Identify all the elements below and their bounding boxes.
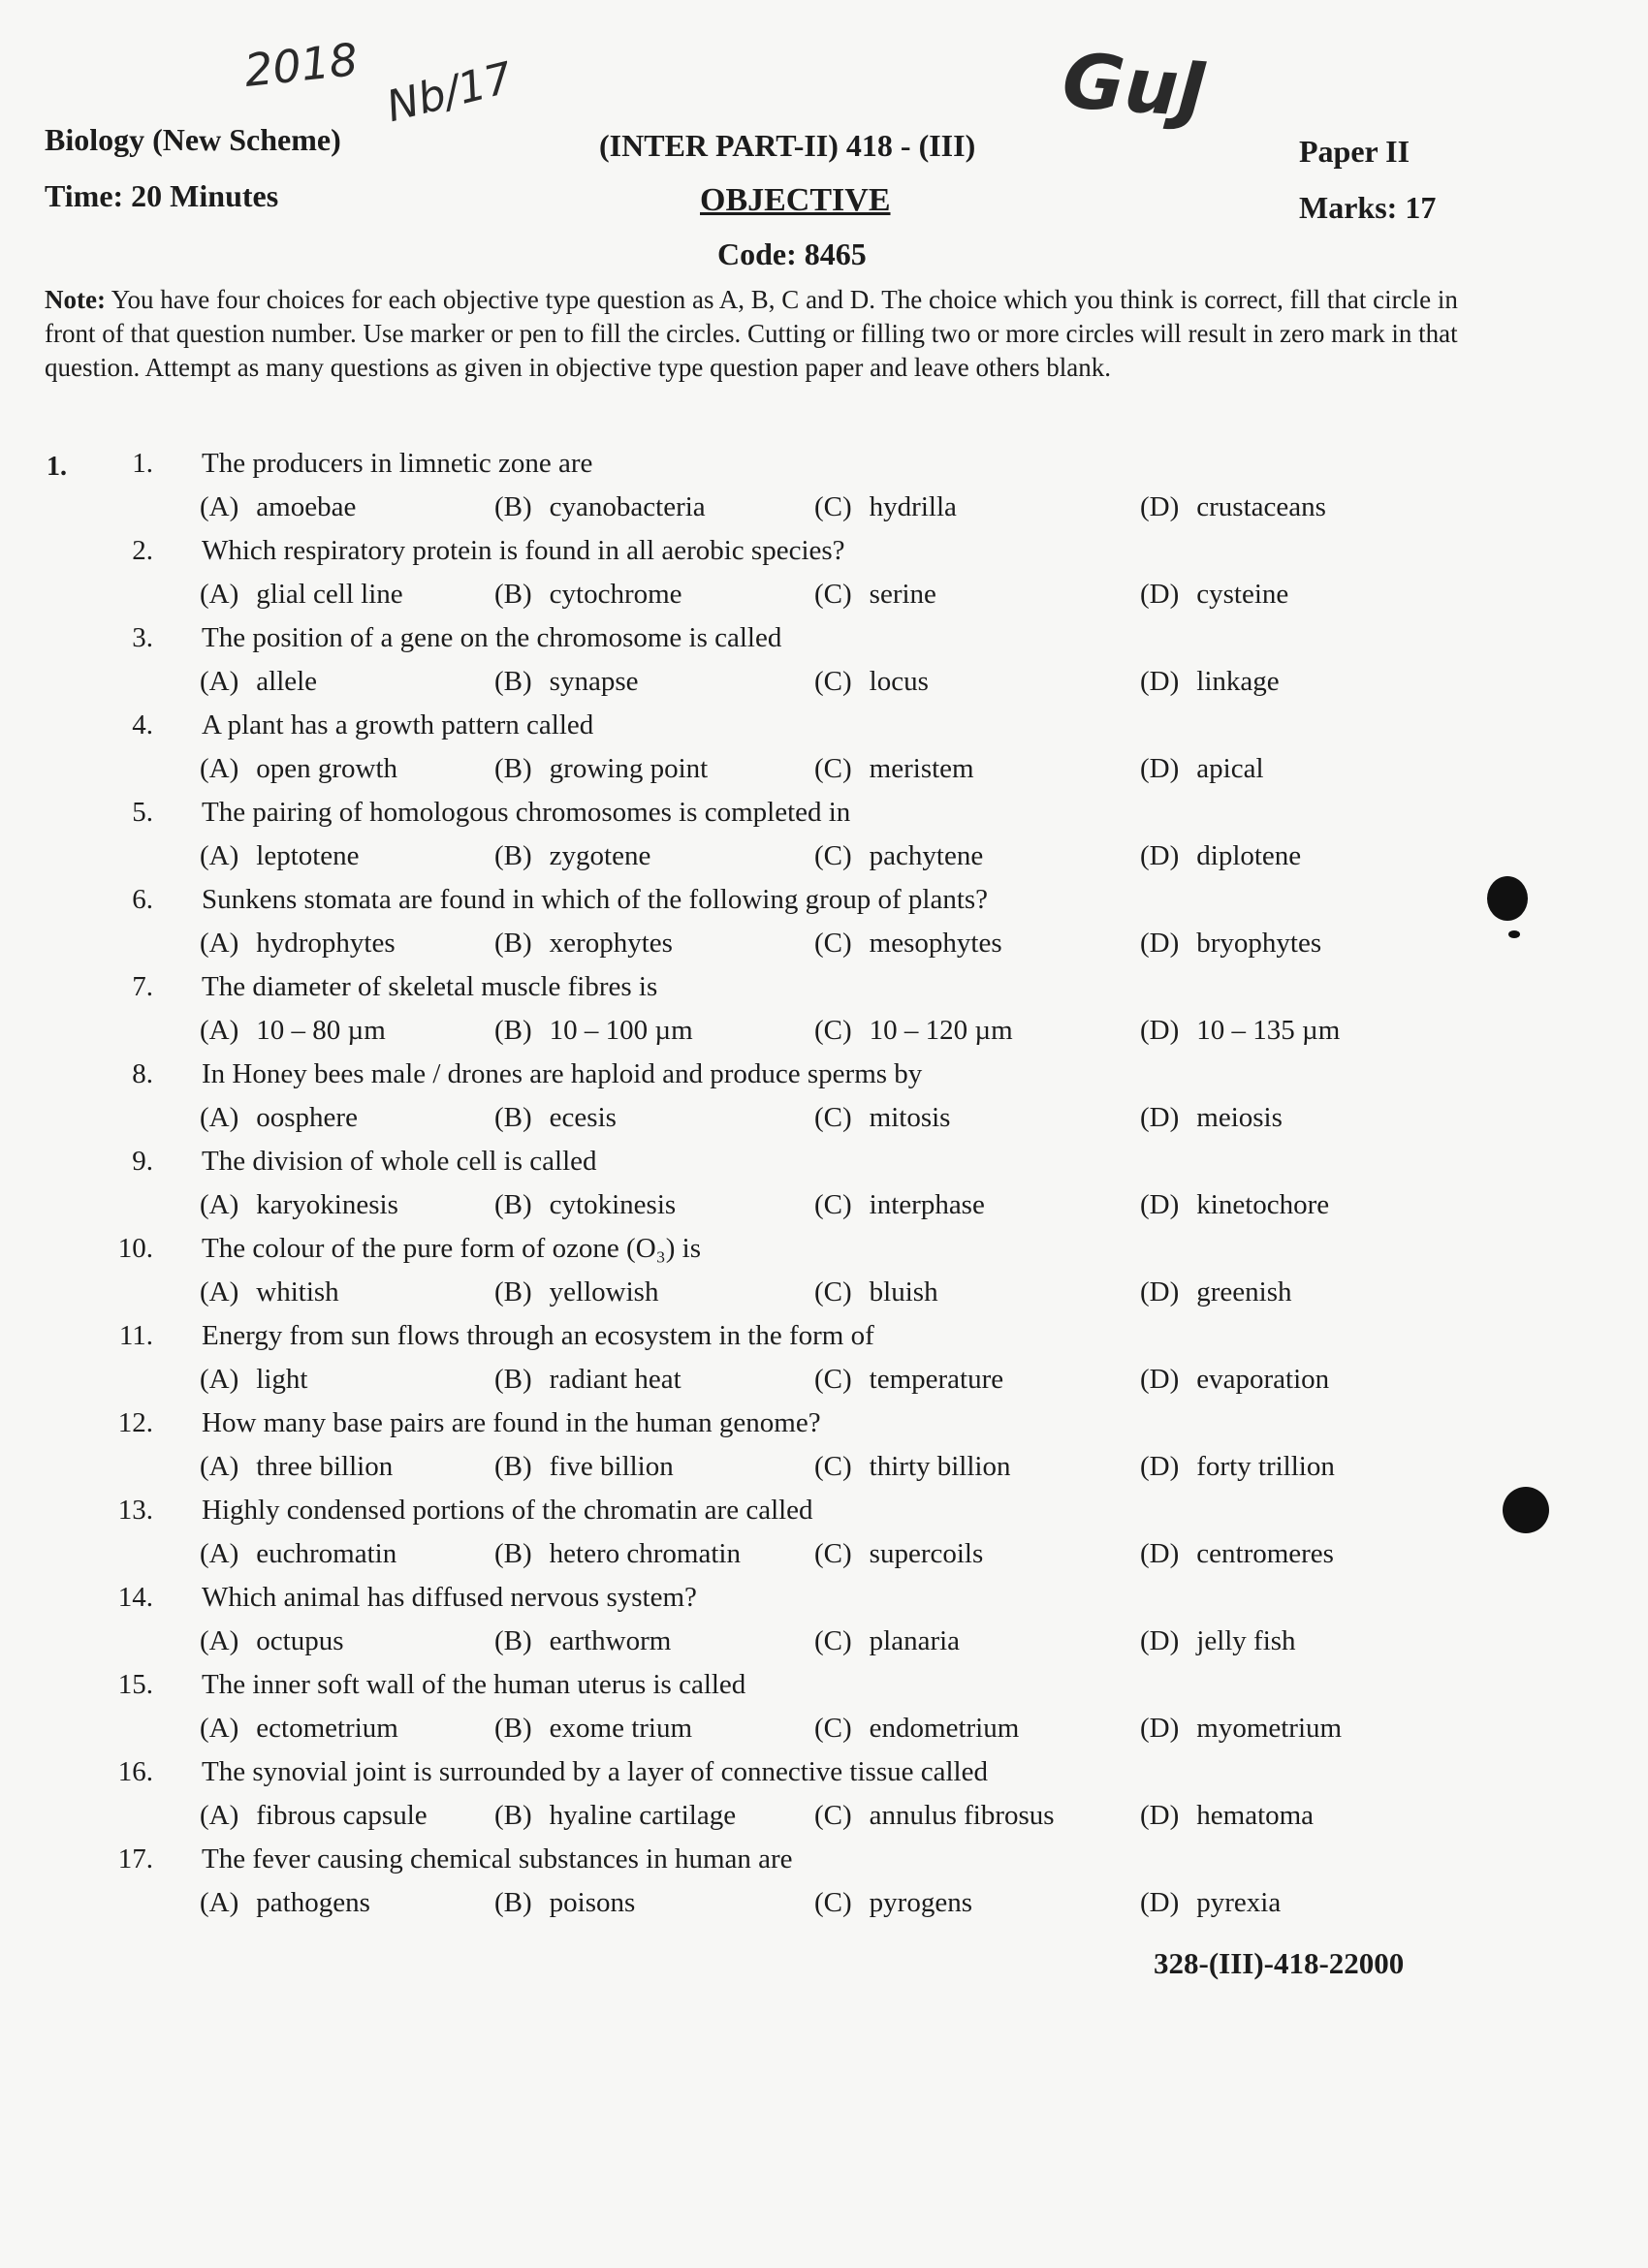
answer-option: [1140, 666, 1280, 698]
answer-option: [1140, 1800, 1314, 1832]
answer-option: [200, 1713, 398, 1745]
option-text: hydrilla: [869, 491, 957, 522]
answer-option: [494, 1102, 617, 1134]
option-label: (A): [200, 666, 239, 697]
answer-option: [494, 1364, 681, 1396]
note-label: Note:: [45, 285, 106, 314]
option-text: oosphere: [256, 1102, 358, 1133]
question-text: Highly condensed portions of the chromatin are called: [202, 1495, 813, 1526]
subject-title: Biology (New Scheme): [45, 122, 341, 157]
option-text: hydrophytes: [256, 928, 396, 959]
section-number: 1.: [47, 452, 67, 482]
option-text: 10 – 100 µm: [549, 1015, 693, 1046]
option-text: meiosis: [1196, 1102, 1283, 1133]
question-number: 14.: [117, 1582, 153, 1613]
question-number: 12.: [117, 1407, 153, 1438]
option-text: endometrium: [869, 1713, 1020, 1744]
option-label: (C): [814, 1887, 852, 1918]
question-number: 3.: [132, 622, 153, 653]
answer-option: [200, 666, 317, 698]
option-text: 10 – 80 µm: [256, 1015, 386, 1046]
option-text: pyrogens: [869, 1887, 972, 1918]
question-number: 10.: [117, 1233, 153, 1264]
option-text: leptotene: [256, 840, 360, 871]
question-text: The inner soft wall of the human uterus is called: [202, 1669, 746, 1700]
answer-option: [494, 491, 706, 523]
time-allowed: Time: 20 Minutes: [45, 178, 279, 213]
option-text: apical: [1196, 753, 1264, 784]
option-label: (A): [200, 1189, 239, 1220]
option-label: (B): [494, 1887, 532, 1918]
question-text: The synovial joint is surrounded by a layer of connective tissue called: [202, 1756, 988, 1787]
answer-option: [494, 840, 650, 872]
question-text: The producers in limnetic zone are: [202, 448, 593, 479]
option-label: (A): [200, 928, 239, 959]
option-text: earthworm: [549, 1625, 672, 1656]
question-number: 6.: [132, 884, 153, 915]
option-text: three billion: [256, 1451, 394, 1482]
question-item: [0, 884, 1648, 971]
answer-option: [814, 1364, 1003, 1396]
option-label: (A): [200, 1451, 239, 1482]
question-item: [0, 1669, 1648, 1756]
footer-code: 328-(III)-418-22000: [1154, 1946, 1405, 1980]
answer-option: [200, 1015, 386, 1047]
option-label: (D): [1140, 1276, 1180, 1307]
answer-option: [494, 1887, 635, 1919]
option-label: (C): [814, 666, 852, 697]
answer-option: [200, 840, 360, 872]
answer-option: [1140, 491, 1326, 523]
answer-option: [200, 1189, 398, 1221]
option-text: jelly fish: [1196, 1625, 1296, 1656]
answer-option: [494, 1538, 741, 1570]
handwritten-year: 2018: [241, 33, 361, 97]
handwritten-board-mark: GuJ: [1060, 37, 1210, 136]
option-label: (A): [200, 1364, 239, 1395]
question-item: [0, 709, 1648, 797]
question-item: [0, 971, 1648, 1058]
paper-code: Code: 8465: [717, 236, 867, 271]
option-text: annulus fibrosus: [869, 1800, 1055, 1831]
answer-option: [1140, 928, 1321, 960]
question-number: 16.: [117, 1756, 153, 1787]
option-text: kinetochore: [1196, 1189, 1330, 1220]
option-label: (B): [494, 928, 532, 959]
question-item: [0, 1146, 1648, 1233]
answer-option: [494, 1800, 736, 1832]
answer-option: [1140, 1538, 1334, 1570]
question-number: 2.: [132, 535, 153, 566]
answer-option: [200, 1451, 393, 1483]
option-text: bryophytes: [1196, 928, 1322, 959]
question-text: The colour of the pure form of ozone (O₃) is: [202, 1233, 702, 1264]
answer-option: [814, 1625, 960, 1657]
answer-option: [814, 1713, 1019, 1745]
answer-option: [494, 1451, 674, 1483]
question-number: 15.: [117, 1669, 153, 1700]
question-list: [0, 448, 1648, 1931]
answer-option: [814, 1276, 938, 1308]
option-text: mitosis: [869, 1102, 951, 1133]
answer-option: [1140, 1451, 1335, 1483]
question-text: Which animal has diffused nervous system?: [202, 1582, 697, 1613]
option-label: (C): [814, 491, 852, 522]
question-text: A plant has a growth pattern called: [202, 709, 594, 740]
question-text: Which respiratory protein is found in all aerobic species?: [202, 535, 845, 566]
option-text: pachytene: [869, 840, 984, 871]
answer-option: [814, 666, 929, 698]
option-text: thirty billion: [869, 1451, 1011, 1482]
answer-option: [1140, 1364, 1329, 1396]
option-text: diplotene: [1196, 840, 1302, 871]
answer-option: [1140, 1887, 1281, 1919]
option-text: forty trillion: [1196, 1451, 1335, 1482]
option-text: fibrous capsule: [256, 1800, 428, 1831]
answer-option: [1140, 1276, 1292, 1308]
option-text: crustaceans: [1196, 491, 1326, 522]
option-label: (A): [200, 1015, 239, 1046]
option-label: (D): [1140, 579, 1180, 610]
answer-option: [814, 579, 936, 611]
ink-blot: [1508, 930, 1520, 938]
option-label: (B): [494, 1102, 532, 1133]
option-label: (C): [814, 1102, 852, 1133]
option-label: (B): [494, 753, 532, 784]
option-text: 10 – 120 µm: [869, 1015, 1013, 1046]
option-label: (A): [200, 1800, 239, 1831]
question-text: In Honey bees male / drones are haploid and produce sperms by: [202, 1058, 923, 1089]
option-label: (B): [494, 1451, 532, 1482]
option-text: cytokinesis: [549, 1189, 677, 1220]
option-label: (A): [200, 753, 239, 784]
question-text: The division of whole cell is called: [202, 1146, 597, 1177]
answer-option: [200, 1887, 370, 1919]
question-number: 9.: [132, 1146, 153, 1177]
option-text: yellowish: [549, 1276, 659, 1307]
answer-option: [814, 1800, 1055, 1832]
option-label: (A): [200, 579, 239, 610]
answer-option: [814, 1451, 1010, 1483]
question-number: 8.: [132, 1058, 153, 1089]
option-label: (B): [494, 1800, 532, 1831]
option-text: greenish: [1196, 1276, 1292, 1307]
option-label: (B): [494, 1015, 532, 1046]
option-label: (D): [1140, 1713, 1180, 1744]
option-label: (D): [1140, 1364, 1180, 1395]
question-number: 13.: [117, 1495, 153, 1526]
option-text: meristem: [869, 753, 974, 784]
option-label: (B): [494, 1538, 532, 1569]
answer-option: [814, 753, 974, 785]
question-text: How many base pairs are found in the human genome?: [202, 1407, 821, 1438]
answer-option: [814, 1887, 972, 1919]
question-item: [0, 1582, 1648, 1669]
option-label: (D): [1140, 1015, 1180, 1046]
answer-option: [814, 928, 1002, 960]
option-label: (D): [1140, 1451, 1180, 1482]
question-number: 4.: [132, 709, 153, 740]
answer-option: [494, 928, 673, 960]
question-item: [0, 448, 1648, 535]
question-item: [0, 622, 1648, 709]
option-text: poisons: [549, 1887, 636, 1918]
option-label: (D): [1140, 1189, 1180, 1220]
option-label: (B): [494, 840, 532, 871]
option-text: synapse: [549, 666, 639, 697]
option-text: evaporation: [1196, 1364, 1330, 1395]
option-text: five billion: [549, 1451, 674, 1482]
option-label: (C): [814, 1015, 852, 1046]
answer-option: [200, 1276, 339, 1308]
question-number: 7.: [132, 971, 153, 1002]
option-label: (C): [814, 928, 852, 959]
option-text: light: [256, 1364, 308, 1395]
option-label: (C): [814, 579, 852, 610]
option-text: exome trium: [549, 1713, 693, 1744]
question-item: [0, 797, 1648, 884]
option-label: (C): [814, 1538, 852, 1569]
option-label: (C): [814, 753, 852, 784]
question-number: 1.: [132, 448, 153, 479]
paper-number: Paper II: [1299, 134, 1410, 169]
option-text: euchromatin: [256, 1538, 397, 1569]
option-text: temperature: [869, 1364, 1004, 1395]
option-label: (A): [200, 1538, 239, 1569]
question-item: [0, 1495, 1648, 1582]
question-item: [0, 1233, 1648, 1320]
option-text: xerophytes: [549, 928, 673, 959]
option-text: linkage: [1196, 666, 1280, 697]
answer-option: [814, 840, 983, 872]
question-item: [0, 1058, 1648, 1146]
option-label: (A): [200, 1276, 239, 1307]
question-item: [0, 1843, 1648, 1931]
option-label: (D): [1140, 928, 1180, 959]
option-text: octupus: [256, 1625, 344, 1656]
option-label: (A): [200, 491, 239, 522]
option-text: myometrium: [1196, 1713, 1343, 1744]
option-text: supercoils: [869, 1538, 984, 1569]
option-label: (D): [1140, 1800, 1180, 1831]
option-label: (C): [814, 1276, 852, 1307]
answer-option: [494, 1189, 676, 1221]
option-label: (D): [1140, 753, 1180, 784]
answer-option: [1140, 1625, 1296, 1657]
answer-option: [494, 1276, 658, 1308]
option-label: (B): [494, 1713, 532, 1744]
ink-blot: [1503, 1487, 1549, 1533]
option-label: (C): [814, 1800, 852, 1831]
question-text: Energy from sun flows through an ecosystem in the form of: [202, 1320, 874, 1351]
option-label: (A): [200, 840, 239, 871]
answer-option: [494, 1015, 693, 1047]
option-text: allele: [256, 666, 318, 697]
option-text: hematoma: [1196, 1800, 1315, 1831]
answer-option: [1140, 1713, 1342, 1745]
answer-option: [1140, 753, 1264, 785]
total-marks: Marks: 17: [1299, 190, 1437, 225]
option-text: interphase: [869, 1189, 985, 1220]
option-text: planaria: [869, 1625, 961, 1656]
option-text: cyanobacteria: [549, 491, 706, 522]
objective-heading: OBJECTIVE: [700, 182, 891, 218]
question-text: Sunkens stomata are found in which of the following group of plants?: [202, 884, 989, 915]
option-text: cysteine: [1196, 579, 1289, 610]
answer-option: [814, 1538, 983, 1570]
exam-part: (INTER PART-II) 418 - (III): [599, 128, 976, 163]
question-item: [0, 1407, 1648, 1495]
answer-option: [200, 1364, 307, 1396]
option-text: whitish: [256, 1276, 339, 1307]
option-label: (C): [814, 1625, 852, 1656]
option-text: open growth: [256, 753, 398, 784]
answer-option: [1140, 1015, 1340, 1047]
option-text: karyokinesis: [256, 1189, 398, 1220]
option-text: growing point: [549, 753, 709, 784]
answer-option: [200, 491, 356, 523]
option-label: (D): [1140, 840, 1180, 871]
answer-option: [1140, 840, 1301, 872]
answer-option: [200, 1625, 343, 1657]
option-label: (B): [494, 1364, 532, 1395]
option-label: (A): [200, 1713, 239, 1744]
option-text: pathogens: [256, 1887, 370, 1918]
option-text: mesophytes: [869, 928, 1002, 959]
option-text: centromeres: [1196, 1538, 1334, 1569]
answer-option: [200, 753, 397, 785]
option-label: (C): [814, 1451, 852, 1482]
option-text: serine: [869, 579, 936, 610]
answer-option: [814, 491, 957, 523]
option-label: (A): [200, 1102, 239, 1133]
option-label: (B): [494, 1189, 532, 1220]
option-label: (C): [814, 840, 852, 871]
question-number: 5.: [132, 797, 153, 828]
answer-option: [494, 666, 639, 698]
answer-option: [494, 753, 708, 785]
option-text: locus: [869, 666, 929, 697]
note-text: You have four choices for each objective type question as A, B, C and D. The choice which you think is correct, fill that circle in front of that question number. Use marker or pen to fill the circles. Cutting or filling two or more circles will result in zero mark in that question. Attempt as many questions as given in objective type question paper and leave others blank.: [45, 285, 1458, 382]
option-label: (C): [814, 1189, 852, 1220]
question-number: 17.: [117, 1843, 153, 1874]
option-label: (B): [494, 491, 532, 522]
option-text: cytochrome: [549, 579, 682, 610]
question-text: The diameter of skeletal muscle fibres is: [202, 971, 658, 1002]
option-text: 10 – 135 µm: [1196, 1015, 1341, 1046]
question-text: The position of a gene on the chromosome is called: [202, 622, 782, 653]
option-text: hyaline cartilage: [549, 1800, 737, 1831]
option-label: (D): [1140, 1887, 1180, 1918]
option-label: (C): [814, 1364, 852, 1395]
option-label: (D): [1140, 1625, 1180, 1656]
option-label: (C): [814, 1713, 852, 1744]
option-label: (D): [1140, 666, 1180, 697]
question-item: [0, 1756, 1648, 1843]
option-label: (D): [1140, 491, 1180, 522]
question-item: [0, 1320, 1648, 1407]
option-label: (A): [200, 1887, 239, 1918]
option-text: zygotene: [549, 840, 651, 871]
option-text: amoebae: [256, 491, 357, 522]
answer-option: [494, 1713, 692, 1745]
option-text: pyrexia: [1196, 1887, 1282, 1918]
answer-option: [494, 1625, 671, 1657]
ink-blot: [1487, 876, 1528, 921]
handwritten-reference: Nb/17: [381, 52, 518, 133]
instructions-note: [45, 283, 1479, 385]
answer-option: [814, 1015, 1013, 1047]
option-label: (B): [494, 666, 532, 697]
option-label: (B): [494, 579, 532, 610]
question-number: 11.: [118, 1320, 153, 1351]
option-text: hetero chromatin: [549, 1538, 741, 1569]
option-label: (B): [494, 1276, 532, 1307]
answer-option: [200, 1800, 428, 1832]
option-text: bluish: [869, 1276, 938, 1307]
question-text: The pairing of homologous chromosomes is completed in: [202, 797, 851, 828]
question-item: [0, 535, 1648, 622]
option-label: (D): [1140, 1538, 1180, 1569]
answer-option: [814, 1189, 985, 1221]
answer-option: [1140, 1189, 1329, 1221]
answer-option: [494, 579, 682, 611]
option-text: radiant heat: [549, 1364, 681, 1395]
answer-option: [200, 579, 403, 611]
option-label: (B): [494, 1625, 532, 1656]
option-label: (A): [200, 1625, 239, 1656]
answer-option: [1140, 1102, 1283, 1134]
question-text: The fever causing chemical substances in human are: [202, 1843, 793, 1874]
option-label: (D): [1140, 1102, 1180, 1133]
option-text: ecesis: [549, 1102, 617, 1133]
answer-option: [1140, 579, 1288, 611]
option-text: glial cell line: [256, 579, 403, 610]
answer-option: [200, 1102, 358, 1134]
answer-option: [814, 1102, 950, 1134]
answer-option: [200, 928, 396, 960]
option-text: ectometrium: [256, 1713, 398, 1744]
answer-option: [200, 1538, 396, 1570]
